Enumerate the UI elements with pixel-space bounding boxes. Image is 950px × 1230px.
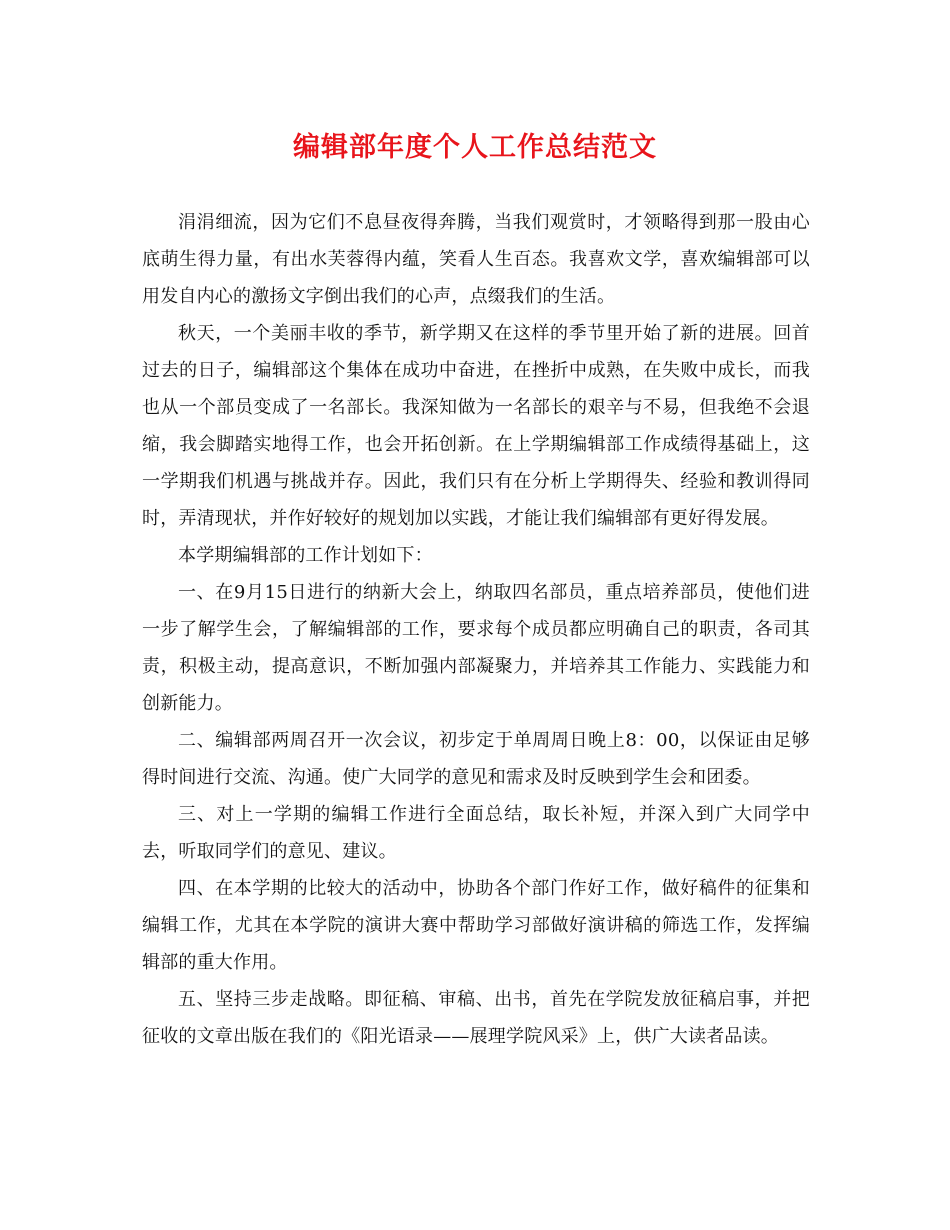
- paragraph-intro: 涓涓细流，因为它们不息昼夜得奔腾，当我们观赏时，才领略得到那一股由心底萌生得力量，有出水芙蓉得内蕴，笑看人生百态。我喜欢文学，喜欢编辑部可以用发自内心的激扬文字倒出我们的心声，点缀我们的生活。: [142, 212, 810, 307]
- paragraph-plan-heading: 本学期编辑部的工作计划如下：: [178, 545, 433, 566]
- paragraph-plan-item-4: 四、在本学期的比较大的活动中，协助各个部门作好工作，做好稿件的征集和编辑工作，尤其在本学院的演讲大赛中帮助学习部做好演讲稿的筛选工作，发挥编辑部的重大作用。: [142, 878, 810, 973]
- paragraph-plan-item-3: 三、对上一学期的编辑工作进行全面总结，取长补短，并深入到广大同学中去，听取同学们的意见、建议。: [142, 804, 810, 862]
- paragraph-plan-item-5: 五、坚持三步走战略。即征稿、审稿、出书，首先在学院发放征稿启事，并把征收的文章出版在我们的《阳光语录——展理学院风采》上，供广大读者品读。: [142, 989, 810, 1047]
- paragraph-plan-item-1: 一、在9月15日进行的纳新大会上，纳取四名部员，重点培养部员，使他们进一步了解学生会，了解编辑部的工作，要求每个成员都应明确自己的职责，各司其责，积极主动，提高意识，不断加强内部凝聚力，并培养其工作能力、实践能力和创新能力。: [142, 582, 810, 714]
- paragraph-autumn: 秋天，一个美丽丰收的季节，新学期又在这样的季节里开始了新的进展。回首过去的日子，编辑部这个集体在成功中奋进，在挫折中成熟，在失败中成长，而我也从一个部员变成了一名部长。我深知做为一名部长的艰辛与不易，但我绝不会退缩，我会脚踏实地得工作，也会开拓创新。在上学期编辑部工作成绩得基础上，这一学期我们机遇与挑战并存。因此，我们只有在分析上学期得失、经验和教训得同时，弄清现状，并作好较好的规划加以实践，才能让我们编辑部有更好得发展。: [142, 323, 810, 529]
- document-body: [142, 204, 810, 1055]
- document-title: 编辑部年度个人工作总结范文: [293, 132, 657, 163]
- paragraph-plan-item-2: 二、编辑部两周召开一次会议，初步定于单周周日晚上8：00，以保证由足够得时间进行交流、沟通。使广大同学的意见和需求及时反映到学生会和团委。: [142, 730, 810, 788]
